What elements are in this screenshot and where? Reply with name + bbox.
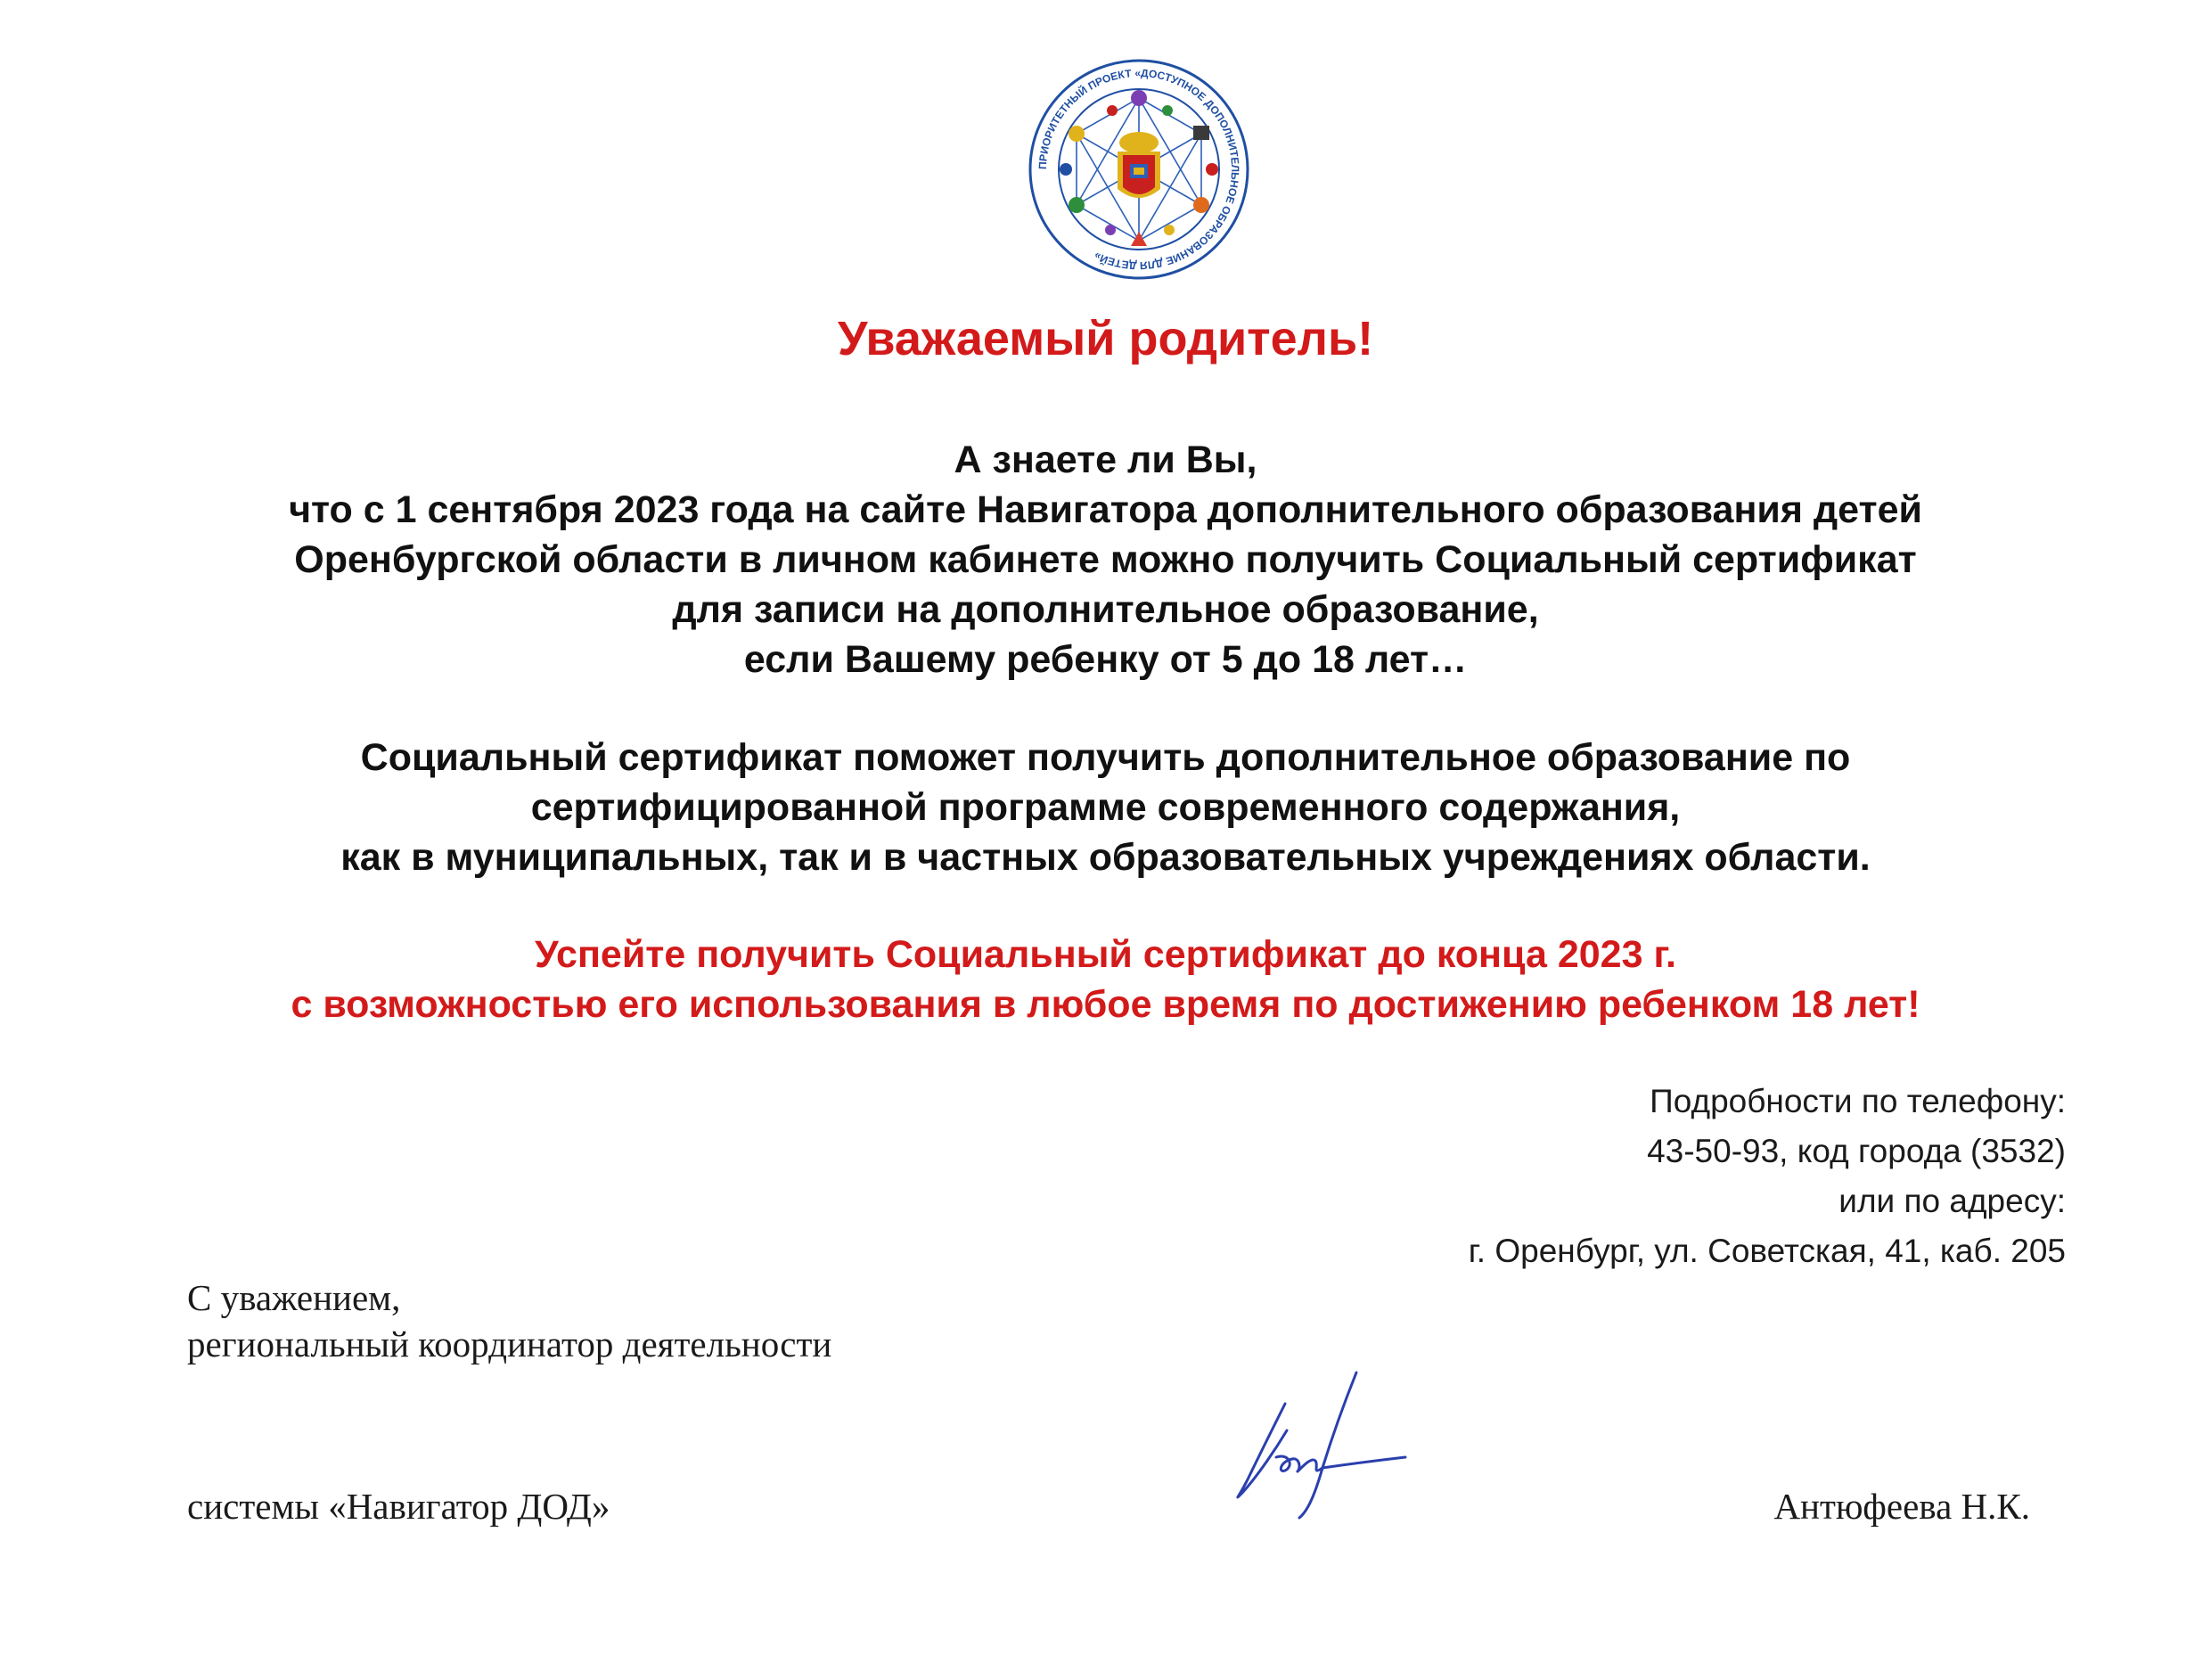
body-line: как в муниципальных, так и в частных образовательных учреждениях области.	[340, 836, 1871, 879]
contact-phone: 43-50-93, код города (3532)	[1647, 1133, 2066, 1169]
intro-line: если Вашему ребенку от 5 до 18 лет…	[743, 638, 1468, 681]
intro-line: что с 1 сентября 2023 года на сайте Навигатора дополнительного образования детей	[289, 488, 1922, 531]
intro-line: Оренбургской области в личном кабинете можно получить Социальный сертификат	[294, 538, 1917, 581]
priority-project-emblem-icon	[1025, 55, 1253, 283]
contact-address: г. Оренбург, ул. Советская, 41, каб. 205	[1468, 1233, 2066, 1269]
organization-name: системы «Навигатор ДОД»	[187, 1486, 610, 1527]
handwritten-signature-icon	[1223, 1368, 1419, 1524]
contact-line: или по адресу:	[1838, 1183, 2066, 1219]
closing-salutation	[187, 1274, 831, 1367]
certificate-paragraph	[0, 733, 2211, 882]
contact-info	[1469, 1077, 2066, 1276]
closing-line: С уважением,	[187, 1277, 401, 1318]
body-line: Социальный сертификат поможет получить дополнительное образование по	[360, 736, 1851, 779]
body-line: сертифицированной программе современного содержания,	[530, 786, 1681, 829]
intro-line: для записи на дополнительное образование,	[672, 588, 1539, 631]
deadline-callout	[0, 930, 2211, 1029]
callout-line: с возможностью его использования в любое время по достижению ребенком 18 лет!	[291, 983, 1920, 1026]
intro-line: А знаете ли Вы,	[954, 438, 1257, 481]
letter-title: Уважаемый родитель!	[837, 312, 1374, 365]
svg-text:ПРИОРИТЕТНЫЙ ПРОЕКТ «ДОСТУПНОЕ: ПРИОРИТЕТНЫЙ ПРОЕКТ «ДОСТУПНОЕ ДОПОЛНИТЕЛЬНОЕ ОБРАЗОВАНИЕ ДЛЯ ДЕТЕЙ»	[1036, 66, 1242, 273]
signer-name: Антюфеева Н.К.	[1773, 1486, 2030, 1527]
intro-paragraph	[0, 435, 2211, 684]
closing-line: региональный координатор деятельности	[187, 1324, 832, 1364]
contact-line: Подробности по телефону:	[1650, 1083, 2066, 1119]
callout-line: Успейте получить Социальный сертификат до конца 2023 г.	[535, 933, 1676, 976]
